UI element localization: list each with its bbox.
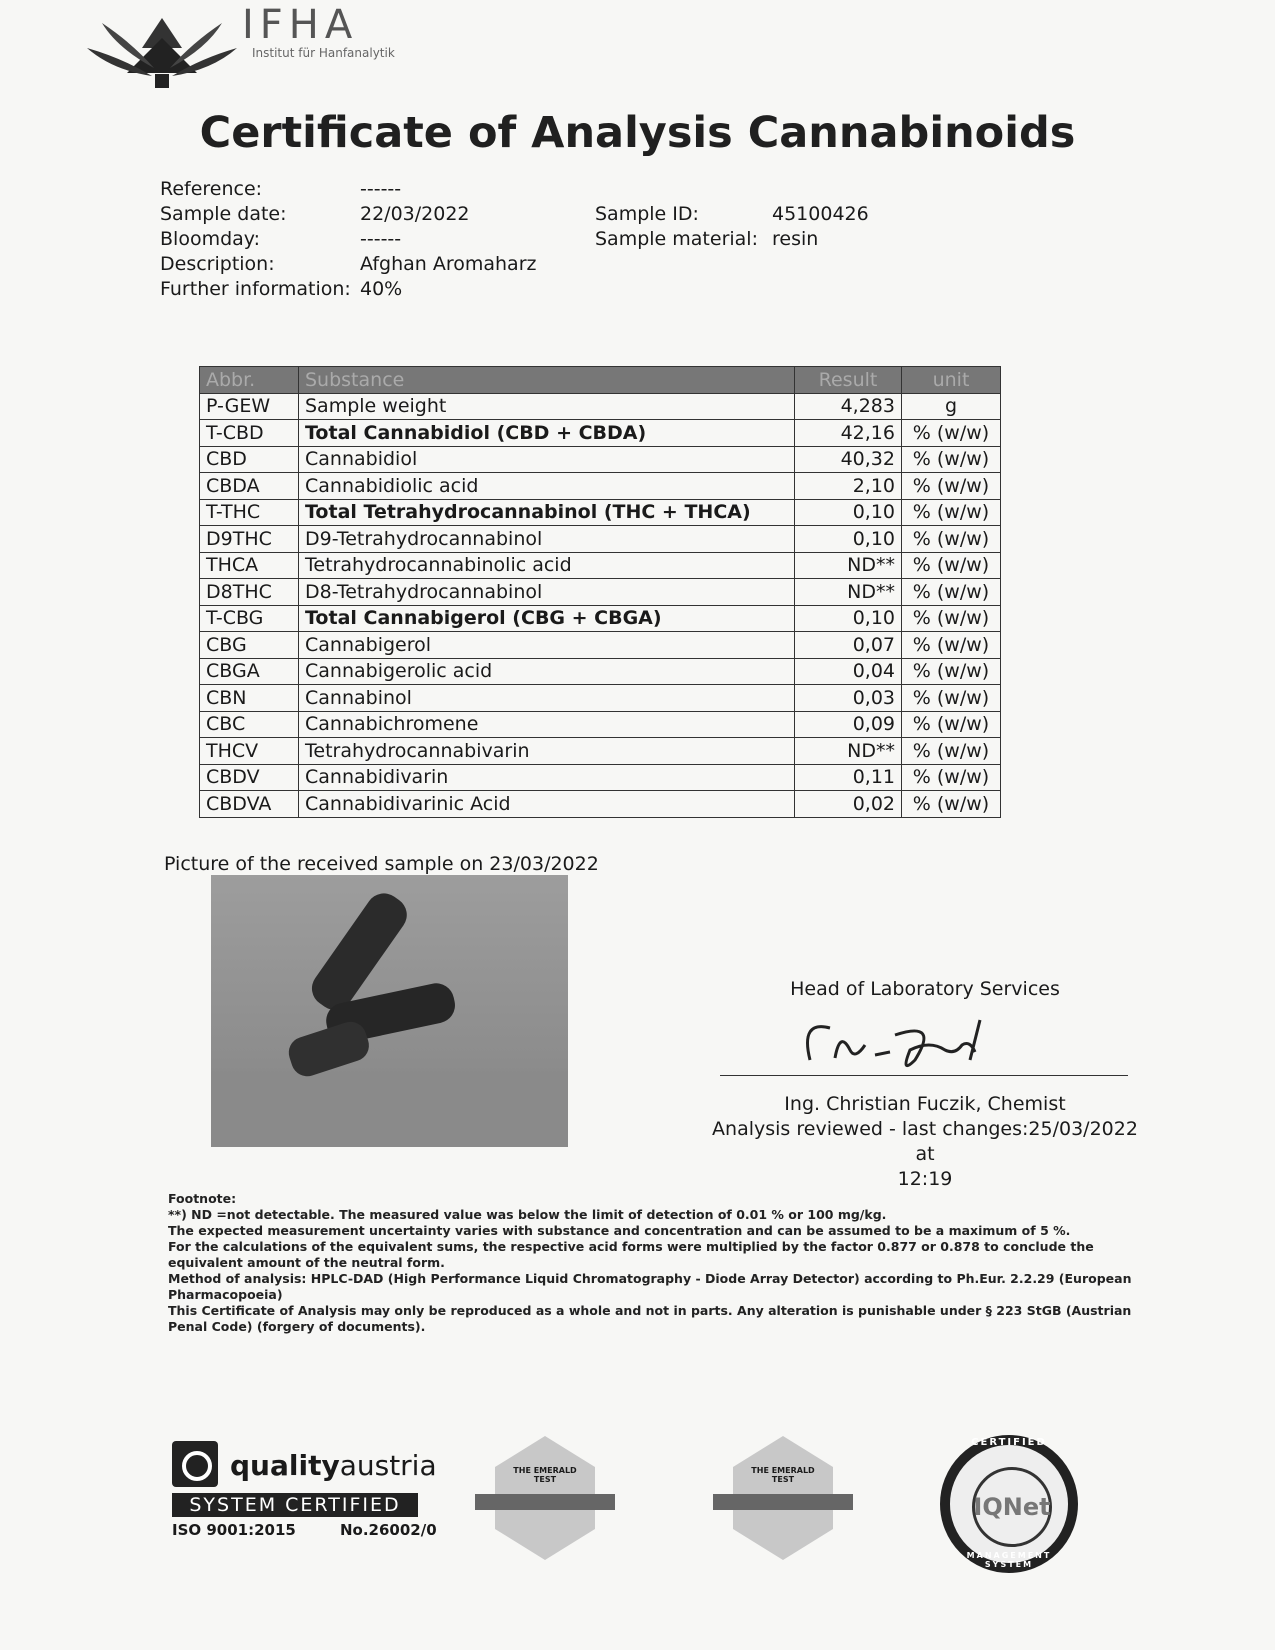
reviewer-name: Ing. Christian Fuczik, Chemist — [784, 1093, 1066, 1115]
cell-substance: Tetrahydrocannabivarin — [299, 738, 795, 765]
meta-right — [595, 202, 869, 252]
meta-left — [160, 177, 536, 302]
footnote-heading: Footnote: — [168, 1191, 237, 1206]
table-row — [200, 446, 1001, 473]
bloomday-value: ------ — [360, 228, 402, 250]
emerald-test-badge-2 — [713, 1436, 853, 1576]
cell-result: ND** — [795, 552, 902, 579]
footnote-line: For the calculations of the equivalent sums, the respective acid forms were multiplied by the factor 0.877 or 0.878 to conclude the equivalent amount of the neutral form. — [168, 1239, 1094, 1270]
brand-name: IFHA — [242, 2, 359, 48]
meta-reference — [160, 177, 536, 202]
cell-unit: % (w/w) — [902, 791, 1001, 818]
table-row — [200, 711, 1001, 738]
cell-abbr: CBGA — [200, 658, 299, 685]
cell-result: 0,10 — [795, 605, 902, 632]
cell-unit: % (w/w) — [902, 579, 1001, 606]
footnote-line: This Certificate of Analysis may only be reproduced as a whole and not in parts. Any alteration is punishable under § 223 StGB (Austrian Penal Code) (forgery of documents). — [168, 1303, 1132, 1334]
reviewed-line-2: 12:19 — [897, 1168, 953, 1190]
cell-substance: Cannabichromene — [299, 711, 795, 738]
material-value: resin — [772, 228, 819, 250]
meta-bloomday — [160, 227, 536, 252]
table-row — [200, 499, 1001, 526]
description-value: Afghan Aromaharz — [360, 253, 537, 275]
qa-word-light: austria — [339, 1449, 437, 1482]
cell-unit: % (w/w) — [902, 473, 1001, 500]
material-label: Sample material: — [595, 228, 758, 250]
cell-unit: % (w/w) — [902, 605, 1001, 632]
cell-result: ND** — [795, 738, 902, 765]
cell-substance: Tetrahydrocannabinolic acid — [299, 552, 795, 579]
emerald-label: THE EMERALD TEST — [513, 1466, 577, 1484]
sample-id-value: 45100426 — [772, 203, 869, 225]
cell-abbr: CBDV — [200, 764, 299, 791]
header-unit: unit — [902, 367, 1001, 394]
meta-further — [160, 277, 536, 302]
cell-abbr: CBG — [200, 632, 299, 659]
q-logo-icon — [172, 1441, 218, 1487]
table-row — [200, 473, 1001, 500]
cell-unit: % (w/w) — [902, 526, 1001, 553]
reference-value: ------ — [360, 178, 402, 200]
cell-substance: Total Cannabigerol (CBG + CBGA) — [299, 605, 795, 632]
cell-unit: % (w/w) — [902, 552, 1001, 579]
iqnet-bottom-text: MANAGEMENT SYSTEM — [966, 1551, 1052, 1569]
table-row — [200, 552, 1001, 579]
bloomday-label: Bloomday: — [160, 228, 261, 250]
cell-result: 40,32 — [795, 446, 902, 473]
ifha-logo — [82, 2, 412, 98]
cell-substance: Cannabidiolic acid — [299, 473, 795, 500]
iqnet-seal — [940, 1435, 1078, 1573]
table-row — [200, 526, 1001, 553]
table-header-row — [200, 367, 1001, 394]
cell-substance: Cannabigerol — [299, 632, 795, 659]
cell-substance: Cannabinol — [299, 685, 795, 712]
cell-unit: % (w/w) — [902, 738, 1001, 765]
signature-block — [700, 978, 1150, 1085]
cell-abbr: CBD — [200, 446, 299, 473]
leaf-logo-icon — [82, 8, 242, 93]
cell-abbr: D8THC — [200, 579, 299, 606]
resin-photo-icon — [211, 875, 568, 1147]
header-substance: Substance — [299, 367, 795, 394]
qa-system-certified: SYSTEM CERTIFIED — [172, 1493, 418, 1517]
cell-substance: Cannabigerolic acid — [299, 658, 795, 685]
sample-id-label: Sample ID: — [595, 203, 699, 225]
meta-sample-date — [160, 202, 536, 227]
table-row — [200, 420, 1001, 447]
cell-unit: % (w/w) — [902, 711, 1001, 738]
meta-description — [160, 252, 536, 277]
cell-abbr: THCV — [200, 738, 299, 765]
footnote — [168, 1191, 1158, 1335]
cell-unit: % (w/w) — [902, 685, 1001, 712]
cell-unit: % (w/w) — [902, 420, 1001, 447]
cell-abbr: CBC — [200, 711, 299, 738]
table-row — [200, 685, 1001, 712]
cell-result: 4,283 — [795, 393, 902, 420]
brand-subtitle: Institut für Hanfanalytik — [252, 46, 395, 60]
header-abbr: Abbr. — [200, 367, 299, 394]
header-result: Result — [795, 367, 902, 394]
cell-result: 0,11 — [795, 764, 902, 791]
table-row — [200, 764, 1001, 791]
badge-ribbon — [475, 1494, 615, 1510]
qa-wordmark — [230, 1449, 437, 1482]
table-row — [200, 579, 1001, 606]
iqnet-top-text: CERTIFIED — [971, 1437, 1047, 1448]
cell-unit: % (w/w) — [902, 499, 1001, 526]
cell-abbr: THCA — [200, 552, 299, 579]
meta-sample-id — [595, 202, 869, 227]
cell-abbr: T-CBD — [200, 420, 299, 447]
meta-material — [595, 227, 869, 252]
results-table — [199, 366, 1001, 818]
description-label: Description: — [160, 253, 275, 275]
cell-result: 0,04 — [795, 658, 902, 685]
cell-result: 0,02 — [795, 791, 902, 818]
cell-abbr: P-GEW — [200, 393, 299, 420]
cell-abbr: CBDVA — [200, 791, 299, 818]
cell-substance: Total Cannabidiol (CBD + CBDA) — [299, 420, 795, 447]
cell-result: 0,03 — [795, 685, 902, 712]
table-row — [200, 791, 1001, 818]
sample-date-label: Sample date: — [160, 203, 287, 225]
cell-abbr: T-THC — [200, 499, 299, 526]
qa-number: No.26002/0 — [340, 1521, 437, 1539]
qa-word-bold: quality — [230, 1449, 340, 1482]
picture-caption: Picture of the received sample on 23/03/2022 — [164, 853, 599, 875]
cell-result: 42,16 — [795, 420, 902, 447]
cell-substance: Total Tetrahydrocannabinol (THC + THCA) — [299, 499, 795, 526]
footnote-line: The expected measurement uncertainty varies with substance and concentration and can be assumed to be a maximum of 5 %. — [168, 1223, 1071, 1238]
cell-abbr: T-CBG — [200, 605, 299, 632]
cell-unit: % (w/w) — [902, 764, 1001, 791]
cell-abbr: CBN — [200, 685, 299, 712]
cell-unit: % (w/w) — [902, 632, 1001, 659]
cell-unit: % (w/w) — [902, 658, 1001, 685]
cell-result: 2,10 — [795, 473, 902, 500]
footnote-line: Method of analysis: HPLC-DAD (High Performance Liquid Chromatography - Diode Array Detector) according to Ph.Eur. 2.2.29 (European Pharmacopoeia) — [168, 1271, 1132, 1302]
cell-substance: Cannabidivarin — [299, 764, 795, 791]
cell-result: 0,10 — [795, 526, 902, 553]
cell-result: 0,09 — [795, 711, 902, 738]
reference-label: Reference: — [160, 178, 263, 200]
signature-line — [720, 1075, 1128, 1076]
cell-result: ND** — [795, 579, 902, 606]
table-row — [200, 632, 1001, 659]
signature-heading: Head of Laboratory Services — [790, 978, 1060, 1000]
badge-ribbon — [713, 1494, 853, 1510]
cell-abbr: CBDA — [200, 473, 299, 500]
page-title: Certificate of Analysis Cannabinoids — [199, 108, 1076, 158]
cell-abbr: D9THC — [200, 526, 299, 553]
further-label: Further information: — [160, 278, 351, 300]
cell-substance: Cannabidivarinic Acid — [299, 791, 795, 818]
table-row — [200, 393, 1001, 420]
table-row — [200, 605, 1001, 632]
emerald-label: THE EMERALD TEST — [751, 1466, 815, 1484]
sample-photo — [211, 875, 568, 1147]
table-row — [200, 738, 1001, 765]
iqnet-inner: IQNet — [972, 1467, 1052, 1547]
cell-unit: g — [902, 393, 1001, 420]
handwritten-signature — [700, 1000, 1150, 1080]
cell-substance: Cannabidiol — [299, 446, 795, 473]
cell-substance: D8-Tetrahydrocannabinol — [299, 579, 795, 606]
sample-date-value: 22/03/2022 — [360, 203, 470, 225]
reviewed-line-1: Analysis reviewed - last changes:25/03/2022 at — [712, 1118, 1138, 1165]
cell-substance: Sample weight — [299, 393, 795, 420]
reviewer-info — [700, 1092, 1150, 1192]
cell-result: 0,10 — [795, 499, 902, 526]
further-value: 40% — [360, 278, 403, 300]
qa-iso: ISO 9001:2015 — [172, 1521, 296, 1539]
cell-substance: D9-Tetrahydrocannabinol — [299, 526, 795, 553]
cell-unit: % (w/w) — [902, 446, 1001, 473]
cell-result: 0,07 — [795, 632, 902, 659]
footnote-line: **) ND =not detectable. The measured value was below the limit of detection of 0.01 % or 100 mg/kg. — [168, 1207, 887, 1222]
emerald-test-badge-1 — [475, 1436, 615, 1576]
table-row — [200, 658, 1001, 685]
